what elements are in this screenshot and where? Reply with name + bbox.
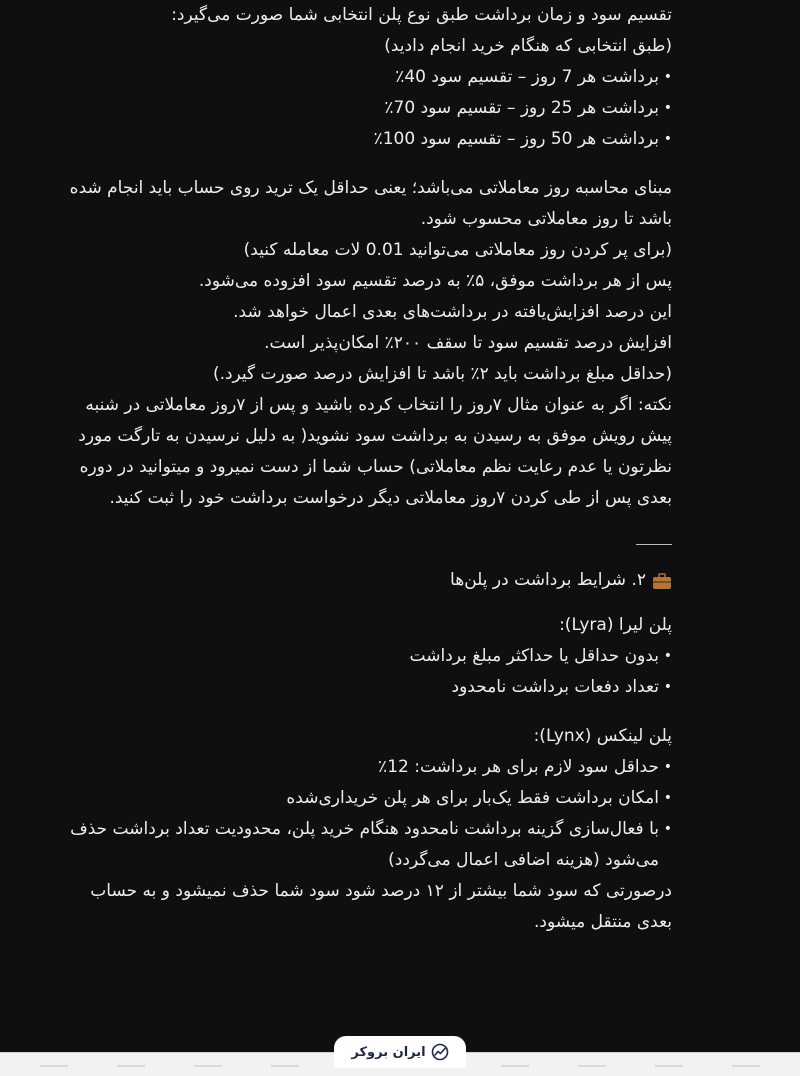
- list-item: • برداشت هر 7 روز – تقسیم سود 40٪: [64, 62, 672, 93]
- lynx-heading: پلن لینکس (Lynx):: [533, 726, 672, 746]
- divider: [636, 544, 672, 545]
- section-heading: [64, 565, 672, 596]
- list-item: • تعداد دفعات برداشت نامحدود: [64, 672, 672, 703]
- list-item: • امکان برداشت فقط یک‌بار برای هر پلن خریداری‌شده: [64, 783, 672, 814]
- chart-logo-icon: [431, 1043, 449, 1061]
- list-item: • برداشت هر 25 روز – تقسیم سود 70٪: [64, 93, 672, 124]
- lynx-closing: درصورتی که سود شما بیشتر از ۱۲ درصد شود سود شما حذف نمیشود و به حساب بعدی منتقل میشود.: [90, 881, 672, 932]
- rules-line-3: پس از هر برداشت موفق، ۵٪ به درصد تقسیم سود افزوده می‌شود.: [198, 271, 672, 291]
- withdrawal-options-list: [64, 62, 672, 155]
- brand-text: ایران بروکر: [351, 1044, 426, 1060]
- intro-line-1: تقسیم سود و زمان برداشت طبق نوع پلن انتخابی شما صورت می‌گیرد:: [171, 5, 672, 25]
- list-item: • برداشت هر 50 روز – تقسیم سود 100٪: [64, 124, 672, 155]
- list-item: • بدون حداقل یا حداکثر مبلغ برداشت: [64, 641, 672, 672]
- list-item: • حداقل سود لازم برای هر برداشت: 12٪: [64, 752, 672, 783]
- rules-line-4: این درصد افزایش‌یافته در برداشت‌های بعدی اعمال خواهد شد.: [233, 302, 672, 322]
- lyra-heading: پلن لیرا (Lyra):: [559, 615, 672, 635]
- brand-watermark: [334, 1036, 466, 1068]
- rules-line-6: (حداقل مبلغ برداشت باید ۲٪ باشد تا افزایش درصد صورت گیرد.): [212, 364, 672, 384]
- intro-line-2: (طبق انتخابی که هنگام خرید انجام دادید): [384, 36, 672, 56]
- rules-line-2: (برای پر کردن روز معاملاتی می‌توانید 0.01 لات معامله کنید): [243, 240, 672, 260]
- message-content: [64, 0, 672, 938]
- rules-line-1: مبنای محاسبه روز معاملاتی می‌باشد؛ یعنی حداقل یک ترید روی حساب باید انجام شده باشد تا روز معاملاتی محسوب شود.: [69, 178, 672, 229]
- section-title-text: ۲. شرایط برداشت در پلن‌ها: [450, 570, 646, 590]
- briefcase-icon: [652, 572, 672, 590]
- list-item: • با فعال‌سازی گزینه برداشت نامحدود هنگام خرید پلن، محدودیت تعداد برداشت حذف می‌شود (هزینه اضافی اعمال می‌گردد): [64, 814, 672, 876]
- note-paragraph: نکته: اگر به عنوان مثال ۷روز را انتخاب کرده باشید و پس از ۷روز معاملاتی در شنبه پیش رویش موفق به رسیدن به برداشت سود نشوید( به دلیل نرسیدن به تارگت مورد نظرتون یا عدم رعایت نظم معاملاتی) حساب شما از دست نمیرود و میتوانید در دوره بعدی پس از طی کردن ۷روز معاملاتی دیگر درخواست برداشت خود را ثبت کنید.: [78, 395, 672, 508]
- lynx-list: [64, 752, 672, 876]
- rules-line-5: افزایش درصد تقسیم سود تا سقف ۲۰۰٪ امکان‌پذیر است.: [264, 333, 672, 353]
- lyra-list: [64, 641, 672, 703]
